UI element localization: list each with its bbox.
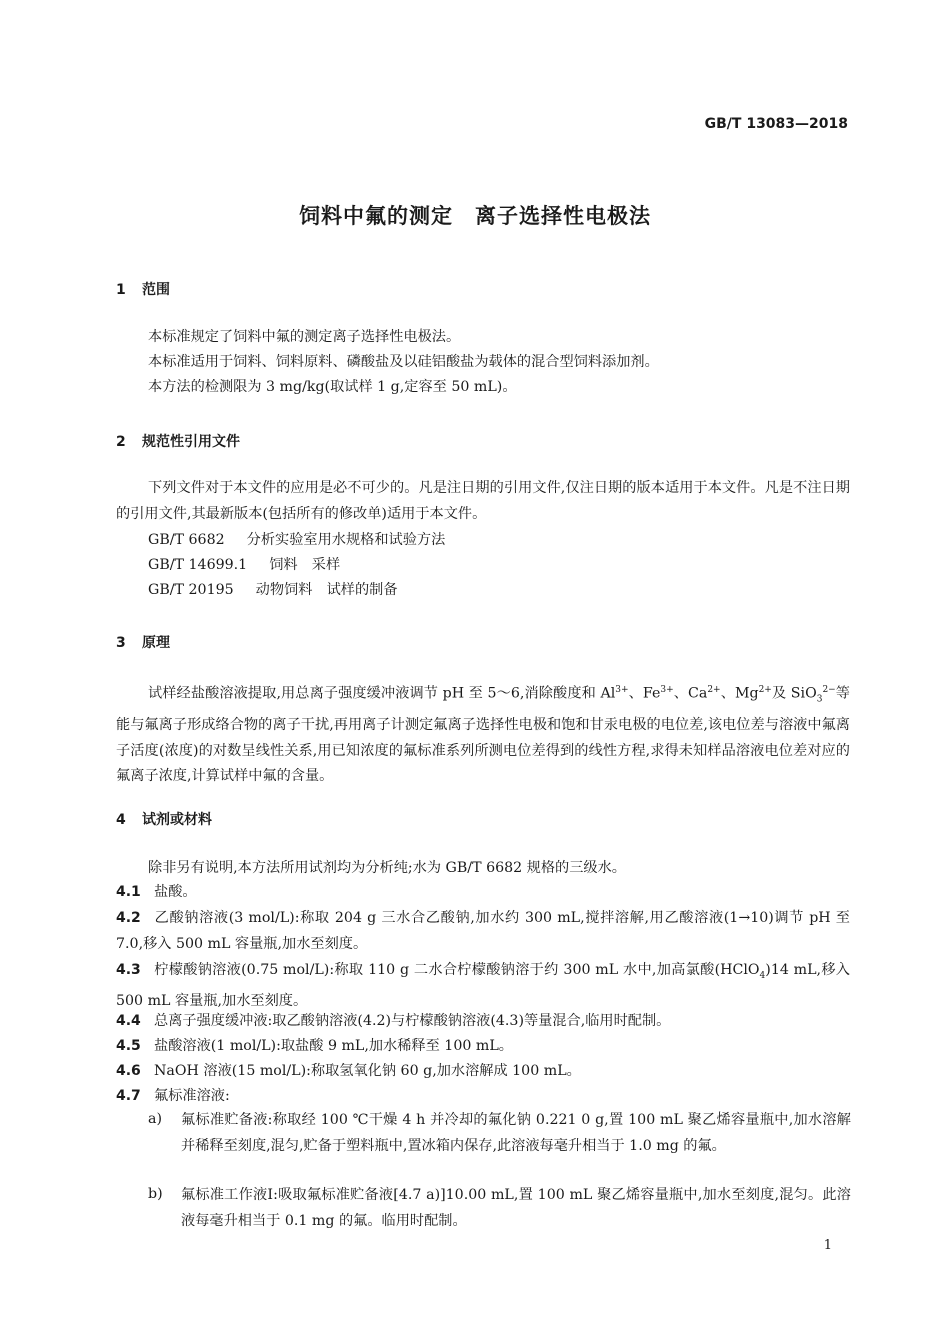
clause-text: 盐酸溶液(1 mol/L):取盐酸 9 mL,加水稀释至 100 mL。	[154, 1038, 513, 1054]
paragraph: 本方法的检测限为 3 mg/kg(取试样 1 g,定容至 50 mL)。	[148, 379, 517, 395]
subscript: 4	[759, 970, 766, 981]
section-title: 原理	[142, 635, 170, 651]
text-run: 、Fe	[628, 685, 661, 702]
paragraph: 本标准适用于饲料、饲料原料、磷酸盐及以硅铝酸盐为载体的混合型饲料添加剂。	[148, 354, 659, 370]
reference-item	[148, 578, 398, 603]
section-number: 3	[116, 635, 126, 651]
standard-number: GB/T 13083—2018	[704, 116, 848, 132]
section-title: 范围	[142, 282, 170, 298]
clause-4-3	[116, 958, 850, 1015]
clause-number: 4.3	[116, 962, 141, 978]
list-label: b)	[148, 1186, 163, 1202]
superscript: 2+	[707, 685, 721, 695]
subscript: 3	[816, 694, 823, 705]
clause-4-7	[116, 1084, 850, 1110]
section-number: 4	[116, 812, 126, 828]
clause-4-1	[116, 880, 850, 906]
page-number: 1	[823, 1238, 832, 1253]
clause-4-2	[116, 906, 850, 957]
section-number: 1	[116, 282, 126, 298]
clause-text: 乙酸钠溶液(3 mol/L):称取 204 g 三水合乙酸钠,加水约 300 mL,搅拌溶解,用乙酸溶液(1→10)调节 pH 至 7.0,移入 500 mL 容量瓶,加水至刻度。	[116, 910, 850, 952]
clause-4-6	[116, 1059, 850, 1085]
clause-text: NaOH 溶液(15 mol/L):称取氢氧化钠 60 g,加水溶解成 100 mL。	[154, 1063, 581, 1079]
clause-4-5	[116, 1034, 850, 1060]
reference-code: GB/T 14699.1	[148, 557, 248, 573]
clause-number: 4.4	[116, 1013, 141, 1029]
document-title: 饲料中氟的测定 离子选择性电极法	[299, 204, 651, 228]
clause-number: 4.7	[116, 1088, 141, 1104]
section-3-heading	[116, 632, 170, 652]
paragraph: 除非另有说明,本方法所用试剂均为分析纯;水为 GB/T 6682 规格的三级水。	[148, 860, 626, 876]
superscript: 2+	[758, 685, 772, 695]
reference-code: GB/T 20195	[148, 582, 234, 598]
principle-paragraph	[116, 678, 850, 790]
clause-number: 4.5	[116, 1038, 141, 1054]
clause-number: 4.2	[116, 910, 141, 926]
clause-text: )14 mL,移入 500 mL 容量瓶,加水至刻度。	[116, 962, 850, 1010]
section-1-heading	[116, 279, 170, 299]
reference-item	[148, 528, 445, 553]
reference-name: 动物饲料 试样的制备	[255, 582, 398, 598]
clause-number: 4.6	[116, 1063, 141, 1079]
paragraph: 下列文件对于本文件的应用是必不可少的。凡是注日期的引用文件,仅注日期的版本适用于本文件。凡是不注日期的引用文件,其最新版本(包括所有的修改单)适用于本文件。	[116, 480, 850, 522]
superscript: 3+	[615, 685, 629, 695]
clause-4-4	[116, 1009, 850, 1035]
list-item: 氟标准贮备液:称取经 100 ℃干燥 4 h 并冷却的氟化钠 0.221 0 g,置 100 mL 聚乙烯容量瓶中,加水溶解并稀释至刻度,混匀,贮备于塑料瓶中,置冰箱内保存,此溶液每毫升相当于 1.0 mg 的氟。	[181, 1112, 851, 1154]
section-title: 规范性引用文件	[142, 434, 240, 450]
text-run: 试样经盐酸溶液提取,用总离子强度缓冲液调节 pH 至 5～6,消除酸度和 Al	[148, 685, 616, 702]
list-item: 氟标准工作液Ⅰ:吸取氟标准贮备液[4.7 a)]10.00 mL,置 100 mL 聚乙烯容量瓶中,加水至刻度,混匀。此溶液每毫升相当于 0.1 mg 的氟。临用时配制。	[181, 1187, 851, 1229]
superscript: 3+	[660, 685, 674, 695]
section-2-heading	[116, 431, 240, 451]
text-run: 、Ca	[673, 685, 708, 702]
section-title: 试剂或材料	[142, 812, 212, 828]
reference-name: 分析实验室用水规格和试验方法	[246, 532, 446, 548]
section-number: 2	[116, 434, 126, 450]
text-run: 及 SiO	[771, 685, 817, 702]
clause-text: 盐酸。	[154, 884, 197, 900]
superscript: 2−	[822, 685, 836, 695]
clause-text: 柠檬酸钠溶液(0.75 mol/L):称取 110 g 二水合柠檬酸钠溶于约 300 mL 水中,加高氯酸(HClO	[154, 962, 760, 978]
text-run: 、Mg	[720, 685, 759, 702]
text-run: 等能与氟离子形成络合物的离子干扰,再用离子计测定氟离子选择性电极和饱和甘汞电极的电位差,该电位差与溶液中氟离子活度(浓度)的对数呈线性关系,用已知浓度的氟标准系列所测电位差得到的线性方程,求得未知样品溶液电位差对应的氟离子浓度,计算试样中氟的含量。	[116, 685, 850, 785]
clause-text: 总离子强度缓冲液:取乙酸钠溶液(4.2)与柠檬酸钠溶液(4.3)等量混合,临用时配制。	[154, 1013, 671, 1029]
reference-item	[148, 553, 340, 578]
list-label: a)	[148, 1111, 162, 1127]
paragraph: 本标准规定了饲料中氟的测定离子选择性电极法。	[148, 329, 461, 345]
clause-text: 氟标准溶液:	[154, 1088, 230, 1104]
section-4-heading	[116, 809, 212, 829]
clause-number: 4.1	[116, 884, 141, 900]
reference-name: 饲料 采样	[269, 557, 341, 573]
reference-code: GB/T 6682	[148, 532, 225, 548]
